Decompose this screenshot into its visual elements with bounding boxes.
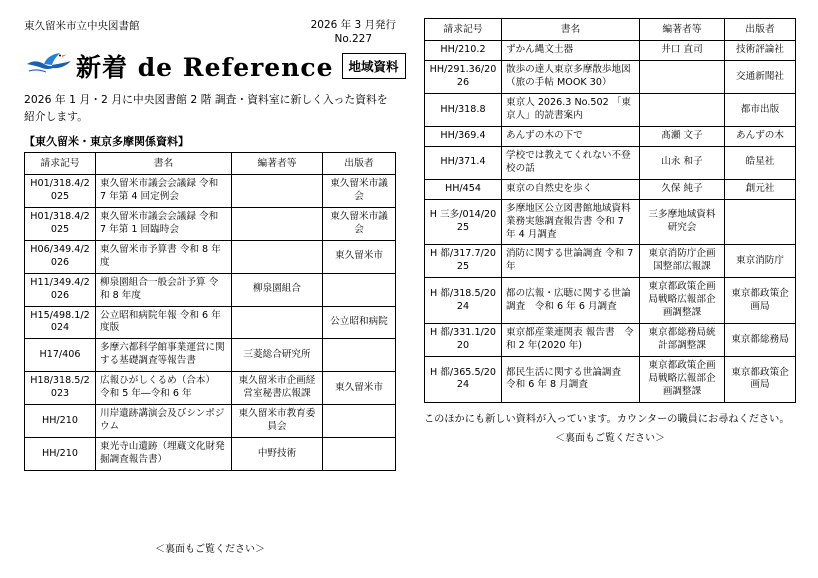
- library-name: 東久留米市立中央図書館: [24, 20, 140, 32]
- intro-text: 2026 年 1 月・2 月に中央図書館 2 階 調査・資料室に新しく入った資料を紹介します。: [24, 93, 388, 124]
- cell-publisher: 東久留米市: [323, 372, 396, 405]
- table-row: [25, 273, 396, 306]
- cell-author: 東久留米市教育委員会: [232, 405, 323, 438]
- cell-title: 柳泉園組合一般会計予算 令和 8 年度: [96, 273, 232, 306]
- table-row: [425, 94, 796, 127]
- cell-call-number: HH/369.4: [425, 126, 502, 146]
- cell-author: 久保 純子: [640, 179, 725, 199]
- cell-publisher: 創元社: [725, 179, 796, 199]
- cell-author: [232, 175, 323, 208]
- table-row: [425, 146, 796, 179]
- cell-author: 中野技術: [232, 438, 323, 471]
- title-row: [24, 48, 399, 84]
- cell-author: 東京都政策企画局戦略広報部企画調整課: [640, 357, 725, 403]
- cell-call-number: H17/406: [25, 339, 96, 372]
- cell-author: [640, 61, 725, 94]
- cell-call-number: H11/349.4/2026: [25, 273, 96, 306]
- section-label: 【東久留米・東京多摩関係資料】: [24, 134, 189, 148]
- cell-publisher: [323, 405, 396, 438]
- cell-call-number: HH/371.4: [425, 146, 502, 179]
- table-row: [425, 245, 796, 278]
- back-notice-left: ＜裏面もご覧ください＞: [155, 544, 265, 555]
- table-row: [425, 278, 796, 324]
- table-row: [25, 175, 396, 208]
- column-header-author: 編著者等: [640, 19, 725, 41]
- left-column: [24, 18, 399, 471]
- table-row: [25, 306, 396, 339]
- cell-publisher: 東京都総務局: [725, 324, 796, 357]
- issue-date: 2026 年 3 月発行: [310, 19, 396, 31]
- cell-publisher: 交通新聞社: [725, 61, 796, 94]
- cell-title: 東久留米市予算書 令和 8 年度: [96, 240, 232, 273]
- issue-number: No.227: [334, 33, 373, 46]
- cell-publisher: 公立昭和病院: [323, 306, 396, 339]
- cell-call-number: HH/318.8: [425, 94, 502, 127]
- masthead: [24, 18, 396, 46]
- cell-author: [232, 240, 323, 273]
- table-header-row: [425, 19, 796, 41]
- cell-call-number: H01/318.4/2025: [25, 175, 96, 208]
- column-header-call-number: 請求記号: [25, 152, 96, 174]
- category-badge: 地域資料: [342, 53, 406, 79]
- table-row: [425, 199, 796, 245]
- cell-call-number: H18/318.5/2023: [25, 372, 96, 405]
- cell-call-number: HH/454: [425, 179, 502, 199]
- cell-publisher: あんずの木: [725, 126, 796, 146]
- cell-publisher: 東京都政策企画局: [725, 357, 796, 403]
- left-table: [24, 152, 396, 471]
- cell-call-number: H 三多/014/2025: [425, 199, 502, 245]
- cell-publisher: [725, 199, 796, 245]
- cell-call-number: H 都/331.1/2020: [425, 324, 502, 357]
- right-footnote: このほかにも新しい資料が入っています。カウンターの職員にお尋ねください。: [424, 413, 790, 425]
- cell-author: [640, 94, 725, 127]
- table-row: [425, 179, 796, 199]
- column-header-title: 書名: [96, 152, 232, 174]
- table-row: [425, 41, 796, 61]
- column-header-title: 書名: [502, 19, 640, 41]
- cell-publisher: 都市出版: [725, 94, 796, 127]
- table-row: [25, 240, 396, 273]
- cell-title: 東光寺山遺跡（埋蔵文化財発掘調査報告書）: [96, 438, 232, 471]
- cell-title: 川岸遺跡講演会及びシンポジウム: [96, 405, 232, 438]
- cell-title: 東久留米市議会会議録 令和 7 年第 1 回臨時会: [96, 207, 232, 240]
- cell-title: ずかん縄文土器: [502, 41, 640, 61]
- cell-title: 都の広報・広聴に関する世論調査 令和 6 年 6 月調査: [502, 278, 640, 324]
- table-row: [425, 61, 796, 94]
- cell-call-number: HH/291.36/2026: [425, 61, 502, 94]
- bird-logo-icon: [24, 49, 74, 83]
- cell-publisher: [323, 339, 396, 372]
- cell-author: 山永 和子: [640, 146, 725, 179]
- right-table: [424, 18, 796, 403]
- cell-title: 散歩の達人東京多摩散歩地図（旅の手帖 MOOK 30）: [502, 61, 640, 94]
- column-header-call-number: 請求記号: [425, 19, 502, 41]
- cell-title: 公立昭和病院年報 令和 6 年度版: [96, 306, 232, 339]
- column-header-publisher: 出版者: [323, 152, 396, 174]
- cell-title: 東京人 2026.3 No.502 「東京人」的読書案内: [502, 94, 640, 127]
- table-row: [425, 324, 796, 357]
- cell-title: 多摩地区公立図書館地域資料業務実態調査報告書 令和 7 年 4 月調査: [502, 199, 640, 245]
- cell-call-number: HH/210: [25, 438, 96, 471]
- cell-author: 髙瀬 文子: [640, 126, 725, 146]
- column-header-publisher: 出版者: [725, 19, 796, 41]
- cell-publisher: 東京都政策企画局: [725, 278, 796, 324]
- cell-author: [232, 207, 323, 240]
- cell-author: 柳泉園組合: [232, 273, 323, 306]
- cell-publisher: 東久留米市: [323, 240, 396, 273]
- cell-publisher: [323, 438, 396, 471]
- cell-publisher: 東久留米市議会: [323, 175, 396, 208]
- cell-title: 東久留米市議会会議録 令和 7 年第 4 回定例会: [96, 175, 232, 208]
- cell-title: 東京都産業連関表 報告書 令和 2 年(2020 年): [502, 324, 640, 357]
- table-row: [25, 207, 396, 240]
- cell-call-number: H06/349.4/2026: [25, 240, 96, 273]
- cell-title: 都民生活に関する世論調査 令和 6 年 8 月調査: [502, 357, 640, 403]
- table-row: [425, 357, 796, 403]
- cell-publisher: [323, 273, 396, 306]
- table-header-row: [25, 152, 396, 174]
- cell-author: 東京都総務局統計部調整課: [640, 324, 725, 357]
- table-row: [25, 339, 396, 372]
- cell-author: 東京都政策企画局戦略広報部企画調整課: [640, 278, 725, 324]
- cell-call-number: H 都/365.5/2024: [425, 357, 502, 403]
- cell-title: 東京の自然史を歩く: [502, 179, 640, 199]
- cell-author: 三菱総合研究所: [232, 339, 323, 372]
- column-header-author: 編著者等: [232, 152, 323, 174]
- table-row: [425, 126, 796, 146]
- cell-call-number: H15/498.1/2024: [25, 306, 96, 339]
- table-row: [25, 405, 396, 438]
- right-table-body: [425, 41, 796, 403]
- cell-publisher: 東久留米市議会: [323, 207, 396, 240]
- back-notice-right: ＜裏面もご覧ください＞: [555, 432, 665, 444]
- table-row: [25, 438, 396, 471]
- cell-author: 東京消防庁企画国整部広報課: [640, 245, 725, 278]
- cell-call-number: H 都/318.5/2024: [425, 278, 502, 324]
- issue-info: [311, 18, 396, 46]
- cell-author: 井口 直司: [640, 41, 725, 61]
- page-title: 新着 de Reference: [76, 53, 334, 83]
- cell-call-number: HH/210: [25, 405, 96, 438]
- table-row: [25, 372, 396, 405]
- cell-author: 東久留米市企画経営室秘書広報課: [232, 372, 323, 405]
- cell-call-number: H 都/317.7/2025: [425, 245, 502, 278]
- cell-call-number: HH/210.2: [425, 41, 502, 61]
- cell-call-number: H01/318.4/2025: [25, 207, 96, 240]
- cell-publisher: 皓星社: [725, 146, 796, 179]
- cell-author: [232, 306, 323, 339]
- cell-title: 広報ひがしくるめ（合本） 令和 5 年―令和 6 年: [96, 372, 232, 405]
- right-column: [424, 18, 796, 444]
- cell-title: 消防に関する世論調査 令和 7 年: [502, 245, 640, 278]
- left-table-body: [25, 175, 396, 471]
- cell-title: 学校では教えてくれない不登校の話: [502, 146, 640, 179]
- cell-publisher: 東京消防庁: [725, 245, 796, 278]
- cell-title: あんずの木の下で: [502, 126, 640, 146]
- cell-author: 三多摩地域資料研究会: [640, 199, 725, 245]
- cell-title: 多摩六都科学館事業運営に関する基礎調査等報告書: [96, 339, 232, 372]
- cell-publisher: 技術評論社: [725, 41, 796, 61]
